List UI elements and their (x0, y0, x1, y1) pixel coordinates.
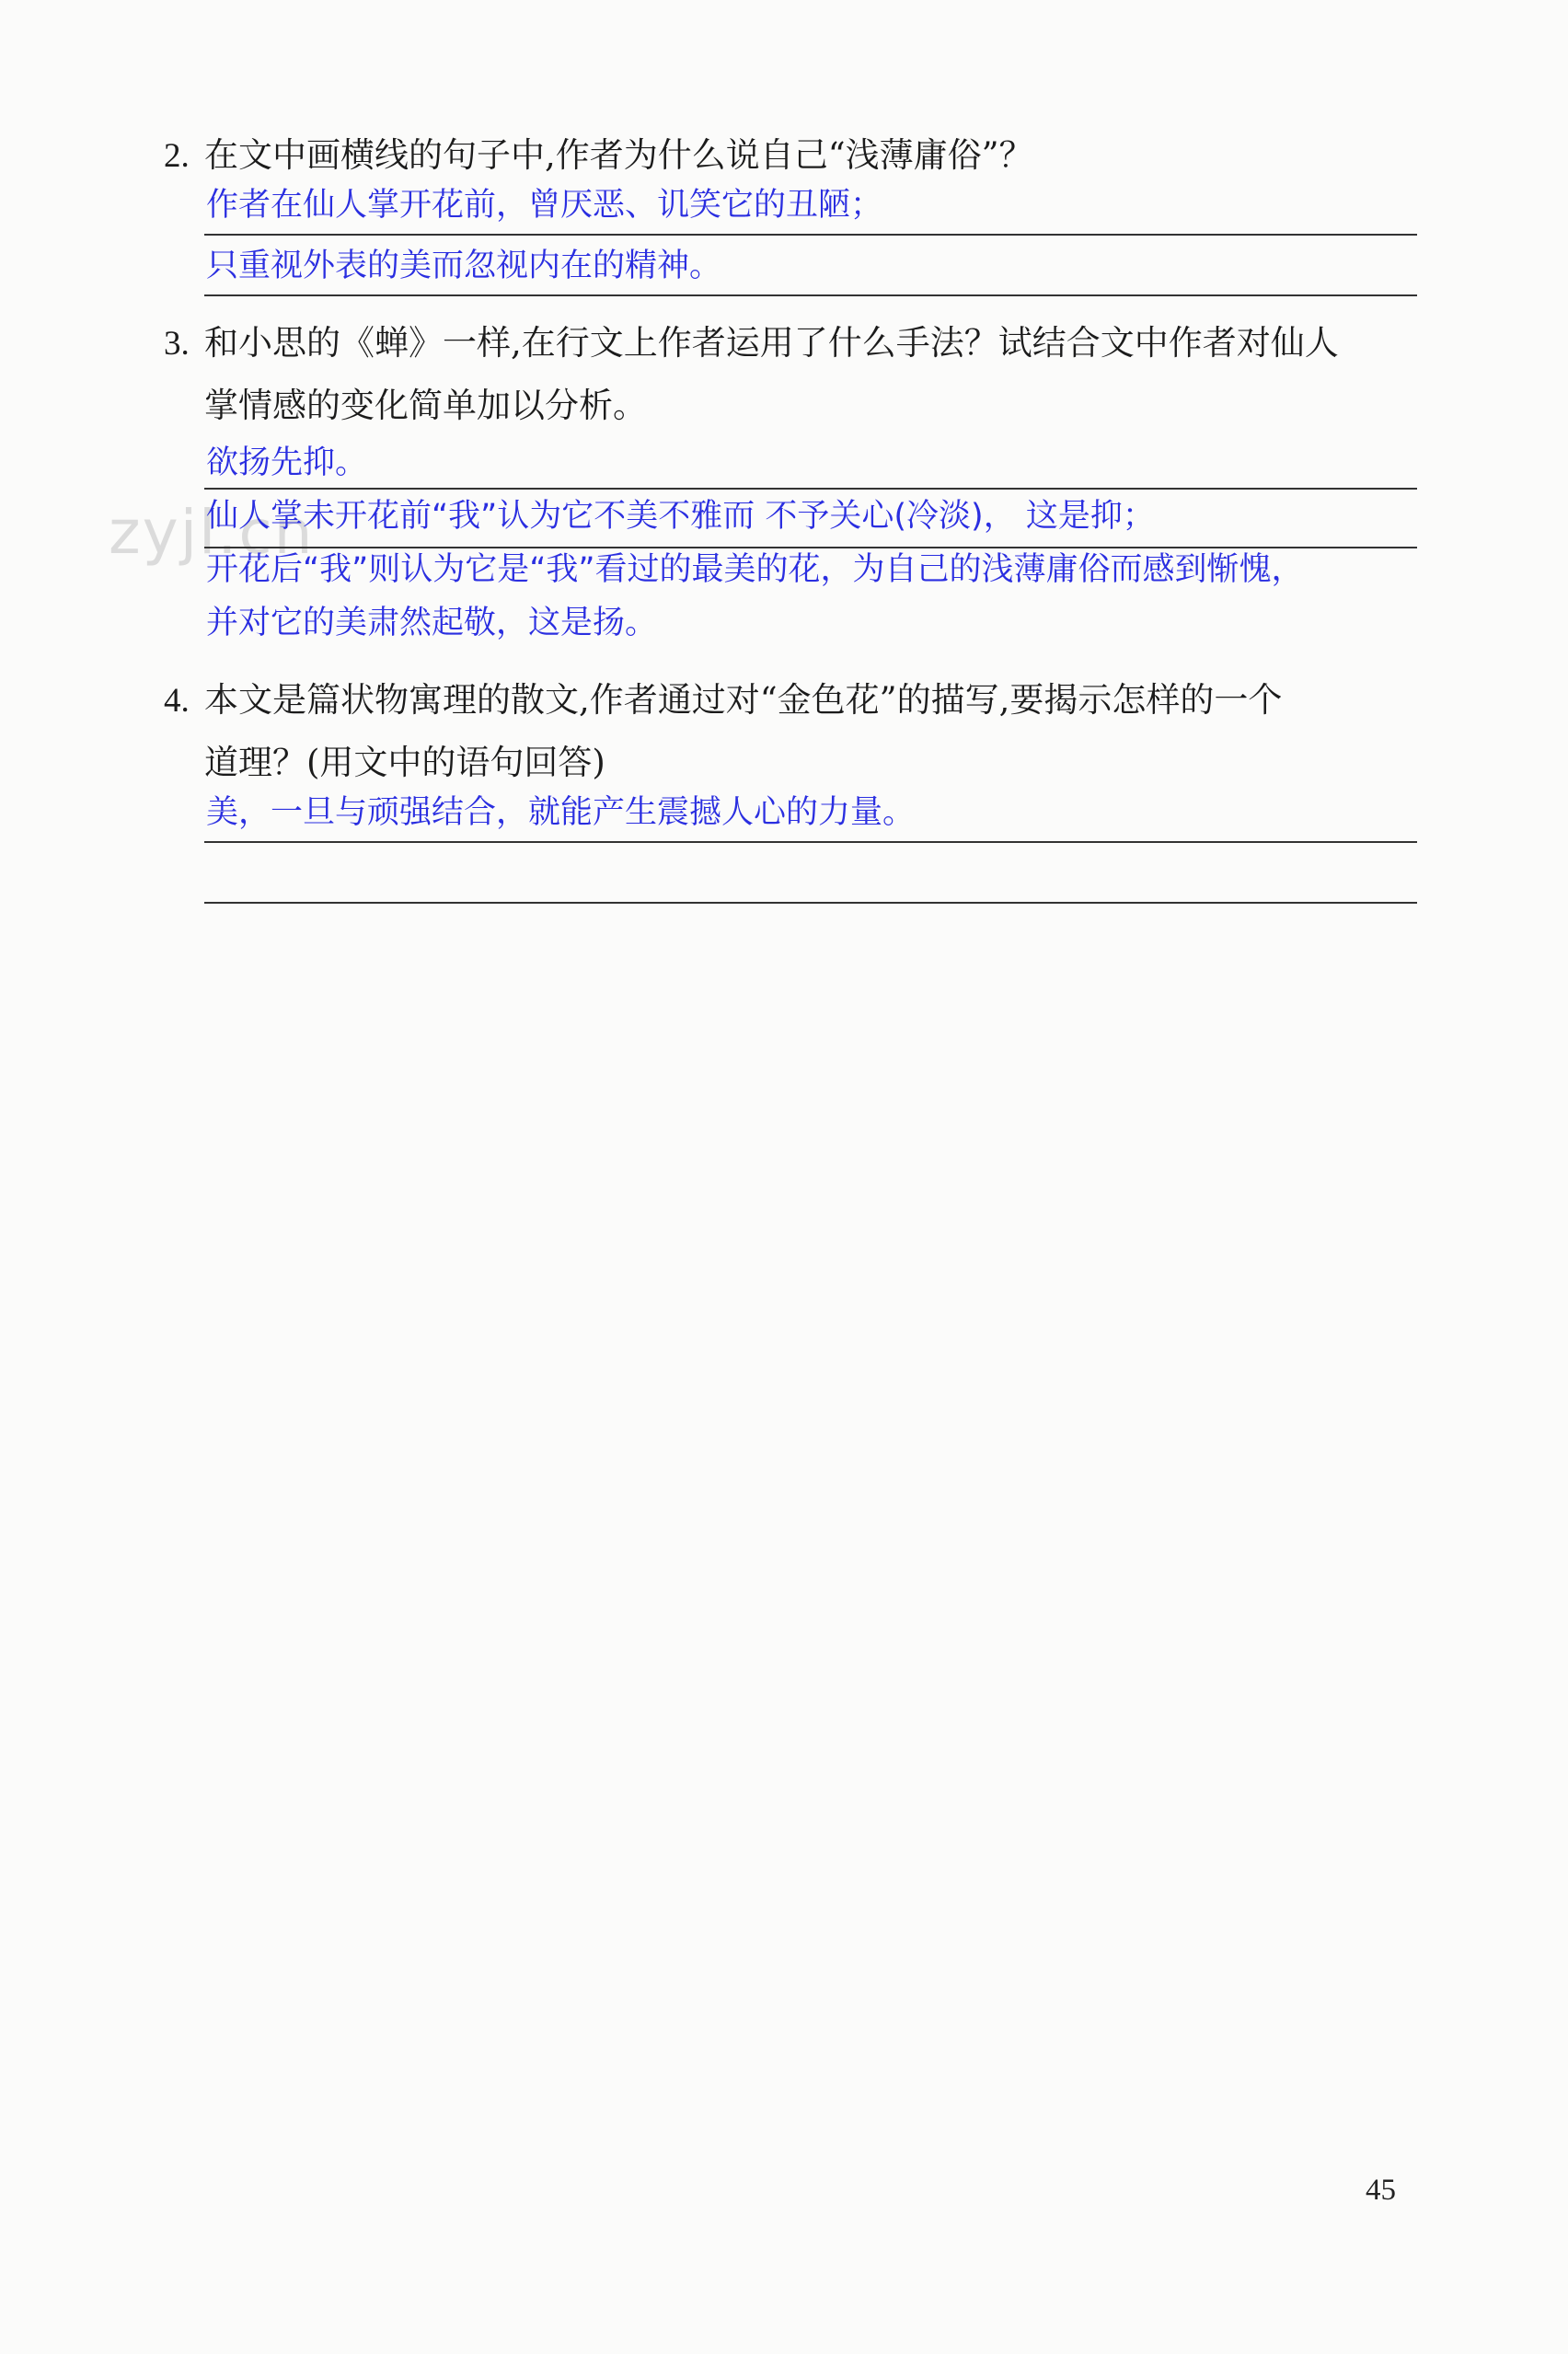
question-text: 在文中画横线的句子中,作者为什么说自己“浅薄庸俗”？ (204, 135, 1033, 175)
page-number: 45 (1366, 2174, 1396, 2207)
question-text: 本文是篇状物寓理的散文,作者通过对“金色花”的描写,要揭示怎样的一个 (204, 680, 1283, 720)
answer-rule (204, 294, 1417, 296)
answer-line: 作者在仙人掌开花前，曾厌恶、讥笑它的丑陋； (206, 187, 883, 224)
answer-rule (204, 488, 1417, 490)
answer-rule (204, 547, 1417, 548)
question-text-continued: 道理？(用文中的语句回答) (204, 743, 605, 782)
question-3 (164, 323, 1339, 363)
question-number: 4. (164, 682, 190, 720)
question-2 (164, 135, 1033, 175)
answer-line: 仙人掌未开花前“我”认为它不美不雅而 不予关心(冷淡)， 这是抑； (206, 498, 1155, 535)
answer-rule (204, 234, 1417, 236)
question-number: 3. (164, 325, 190, 363)
question-text-continued: 掌情感的变化简单加以分析。 (204, 386, 647, 425)
answer-rule (204, 902, 1417, 904)
answer-line: 只重视外表的美而忽视内在的精神。 (206, 248, 722, 284)
question-text: 和小思的《蝉》一样,在行文上作者运用了什么手法？试结合文中作者对仙人 (204, 323, 1339, 363)
answer-rule (204, 841, 1417, 843)
answer-line: 欲扬先抑。 (206, 444, 368, 481)
answer-line: 美，一旦与顽强结合，就能产生震撼人心的力量。 (206, 794, 916, 831)
question-number: 2. (164, 137, 190, 175)
answer-line: 并对它的美肃然起敬，这是扬。 (206, 605, 658, 641)
watermark-text: zyjl.cn (109, 497, 315, 568)
question-4 (164, 680, 1283, 720)
answer-line: 开花后“我”则认为它是“我”看过的最美的花，为自己的浅薄庸俗而感到惭愧， (206, 551, 1304, 588)
